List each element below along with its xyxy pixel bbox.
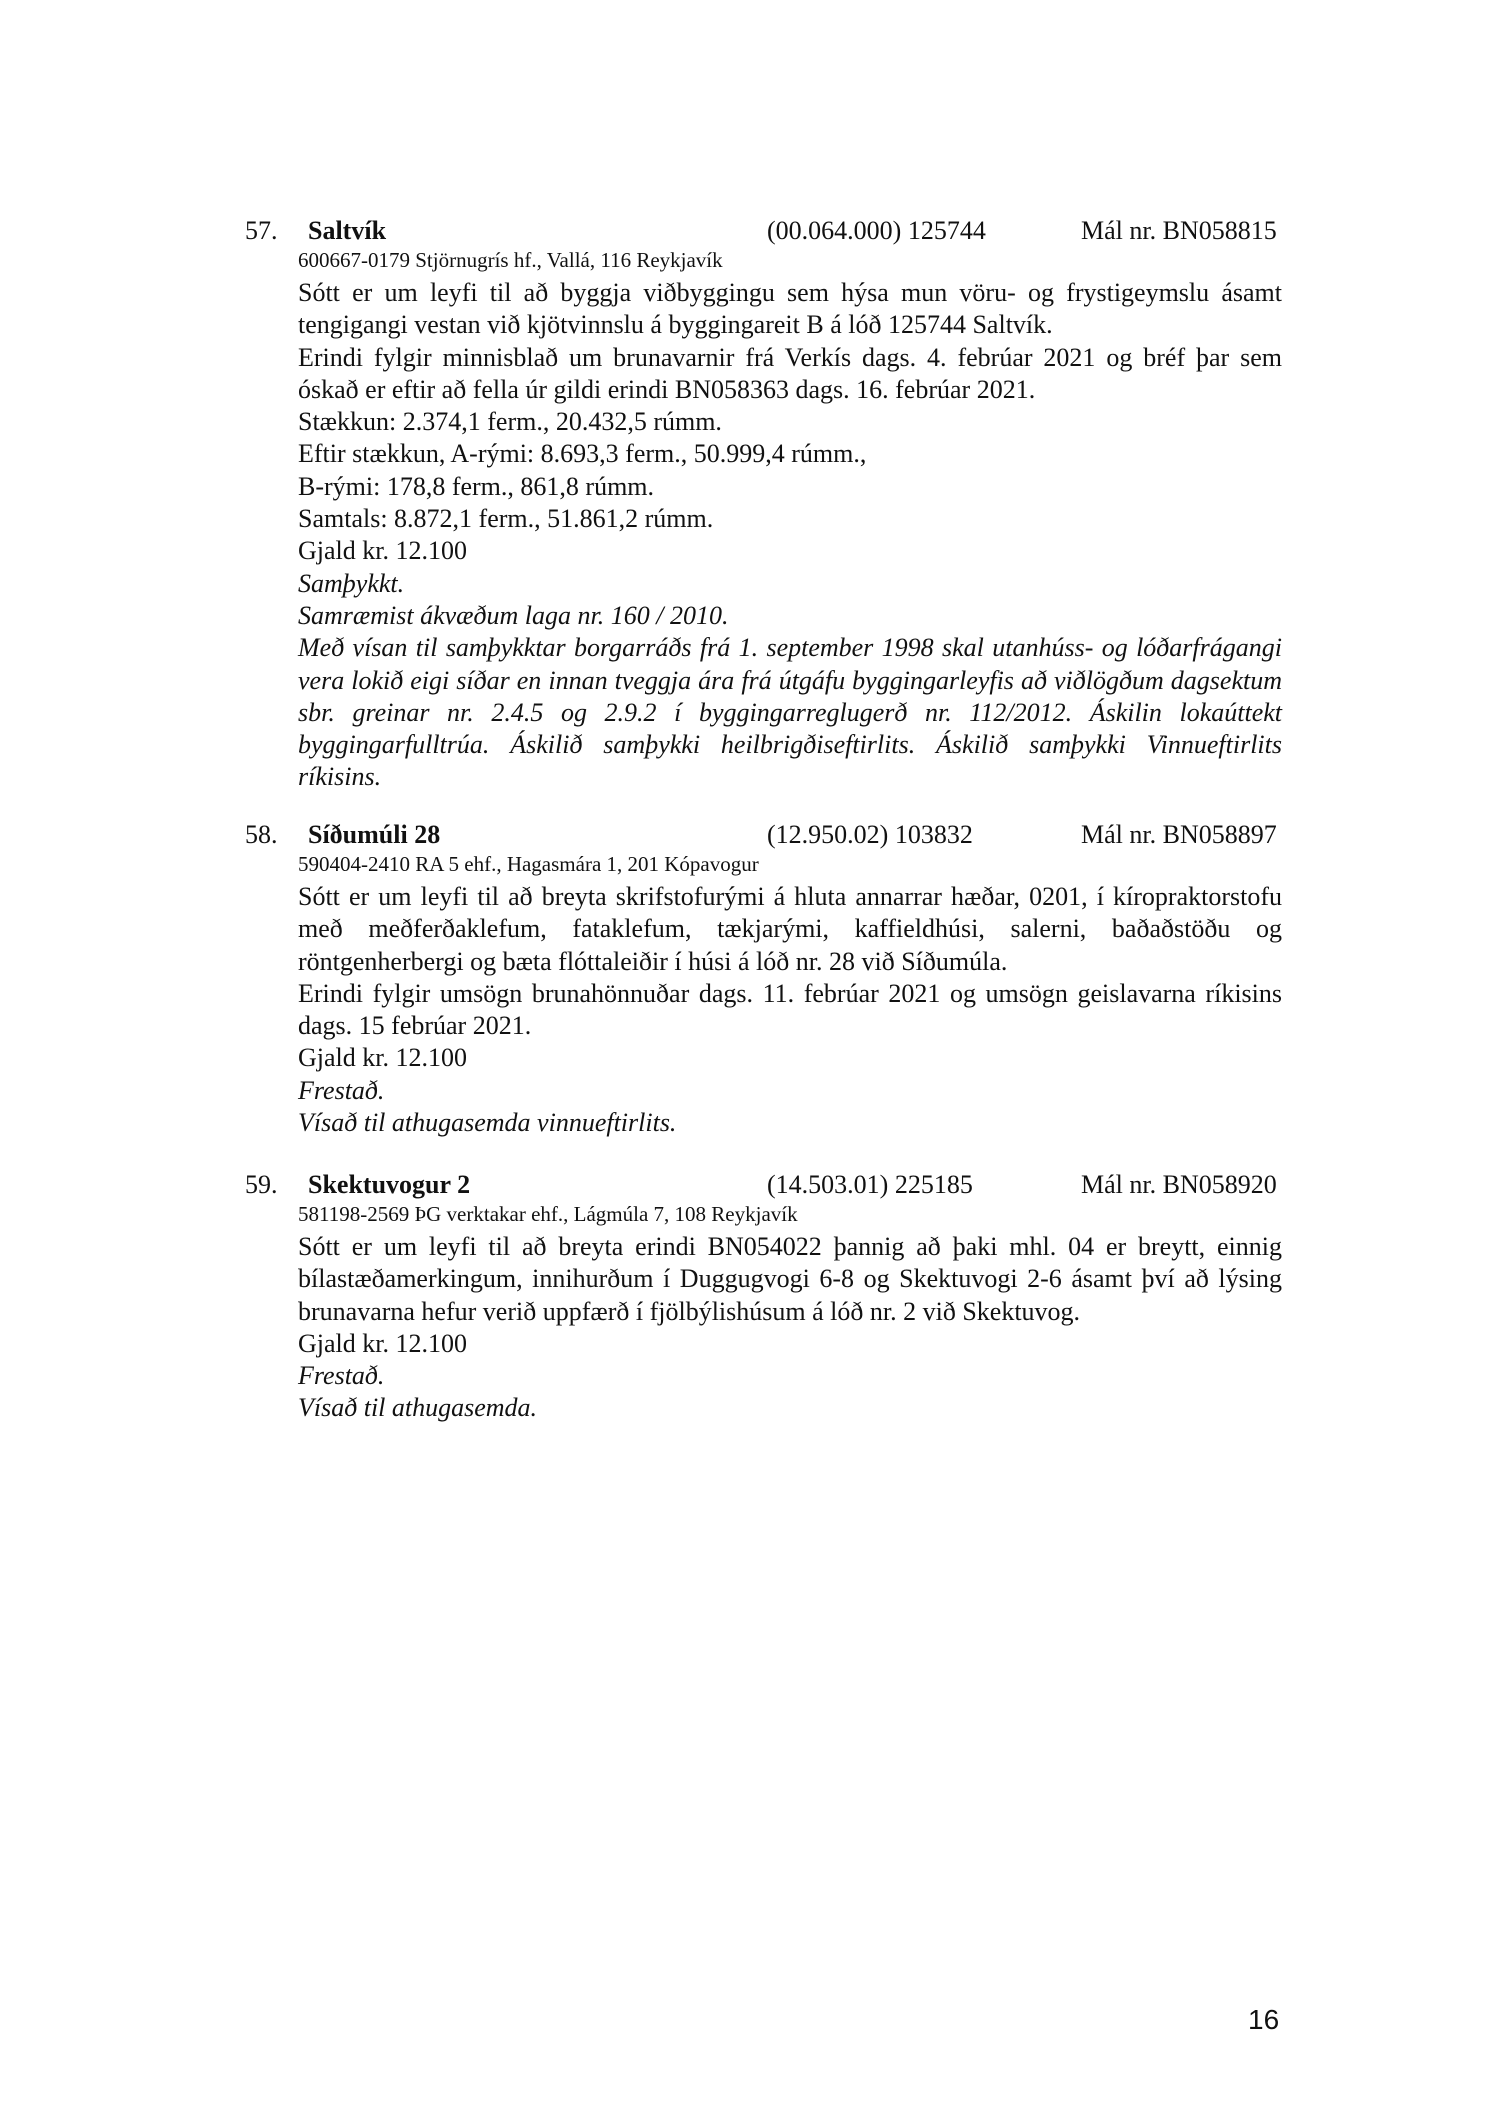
entry-header — [0, 214, 1500, 247]
entry-header — [0, 1168, 1500, 1201]
fee: Gjald kr. 12.100 — [298, 1043, 467, 1073]
entry-header — [0, 818, 1500, 851]
entry-body — [298, 1231, 1282, 1425]
entry-number: 59. — [245, 1170, 278, 1199]
case-number: Mál nr. BN058815 — [1081, 216, 1277, 245]
decision: Frestað. — [298, 1075, 385, 1105]
area-line: Samtals: 8.872,1 ferm., 51.861,2 rúmm. — [298, 504, 714, 534]
property-code: (14.503.01) 225185 — [767, 1170, 973, 1199]
case-number: Mál nr. BN058920 — [1081, 1170, 1277, 1199]
fee: Gjald kr. 12.100 — [298, 1328, 467, 1358]
entry-number: 58. — [245, 820, 278, 849]
entry-title: Skektuvogur 2 — [308, 1170, 471, 1199]
case-entry-58 — [0, 818, 1500, 1139]
case-number: Mál nr. BN058897 — [1081, 820, 1277, 849]
fee: Gjald kr. 12.100 — [298, 536, 467, 566]
property-code: (00.064.000) 125744 — [767, 216, 986, 245]
entry-title: Síðumúli 28 — [308, 820, 441, 849]
case-entry-59 — [0, 1168, 1500, 1425]
note: Samræmist ákvæðum laga nr. 160 / 2010. — [298, 600, 729, 630]
applicant: 581198-2569 ÞG verktakar ehf., Lágmúla 7, 108 Reykjavík — [298, 1202, 798, 1226]
applicant: 600667-0179 Stjörnugrís hf., Vallá, 116 Reykjavík — [298, 248, 723, 272]
note: Vísað til athugasemda. — [298, 1393, 538, 1423]
page-number: 16 — [1248, 2004, 1280, 2035]
area-line: Stækkun: 2.374,1 ferm., 20.432,5 rúmm. — [298, 407, 722, 437]
entry-title: Saltvík — [308, 216, 387, 245]
attachments: Erindi fylgir umsögn brunahönnuðar dags. 11. febrúar 2021 og umsögn geislavarna ríkisins dags. 15 febrúar 2021. — [298, 978, 1282, 1041]
entry-body — [298, 881, 1282, 1139]
property-code: (12.950.02) 103832 — [767, 820, 973, 849]
description: Sótt er um leyfi til að byggja viðbyggingu sem hýsa mun vöru- og frystigeymslu ásamt tengigangi vestan við kjötvinnslu á byggingareit B á lóð 125744 Saltvík. — [298, 278, 1282, 340]
area-line: Eftir stækkun, A-rými: 8.693,3 ferm., 50.999,4 rúmm., — [298, 439, 867, 469]
entry-body — [298, 277, 1282, 794]
area-line: B-rými: 178,8 ferm., 861,8 rúmm. — [298, 471, 655, 501]
note: Með vísan til samþykktar borgarráðs frá 1. september 1998 skal utanhúss- og lóðarfrágangi vera lokið eigi síðar en innan tveggja ára frá útgáfu byggingarleyfis að viðlögðum dagsektum sbr. greinar nr. 2.4.5 og 2.9.2 í byggingarreglugerð nr. 112/2012. Áskilin lokaúttekt byggingarfulltrúa. Áskilið samþykki heilbrigðiseftirlits. Áskilið samþykki Vinnueftirlits ríkisins. — [298, 633, 1282, 792]
case-entry-57 — [0, 214, 1500, 794]
description: Sótt er um leyfi til að breyta skrifstofurými á hluta annarrar hæðar, 0201, í kíropraktorstofu með meðferðaklefum, fataklefum, tækjarými, kaffieldhúsi, salerni, baðaðstöðu og röntgenherbergi og bæta flóttaleiðir í húsi á lóð nr. 28 við Síðumúla. — [298, 882, 1282, 976]
attachments: Erindi fylgir minnisblað um brunavarnir frá Verkís dags. 4. febrúar 2021 og bréf þar sem óskað er eftir að fella úr gildi erindi BN058363 dags. 16. febrúar 2021. — [298, 342, 1282, 404]
note: Vísað til athugasemda vinnueftirlits. — [298, 1108, 677, 1138]
decision: Samþykkt. — [298, 568, 405, 598]
decision: Frestað. — [298, 1361, 385, 1391]
description: Sótt er um leyfi til að breyta erindi BN054022 þannig að þaki mhl. 04 er breytt, einnig bílastæðamerkingum, innihurðum í Duggugvogi 6-8 og Skektuvogi 2-6 ásamt því að lýsing brunavarna hefur verið uppfærð í fjölbýlishúsum á lóð nr. 2 við Skektuvog. — [298, 1232, 1282, 1326]
applicant: 590404-2410 RA 5 ehf., Hagasmára 1, 201 Kópavogur — [298, 852, 759, 876]
entry-number: 57. — [245, 216, 278, 245]
